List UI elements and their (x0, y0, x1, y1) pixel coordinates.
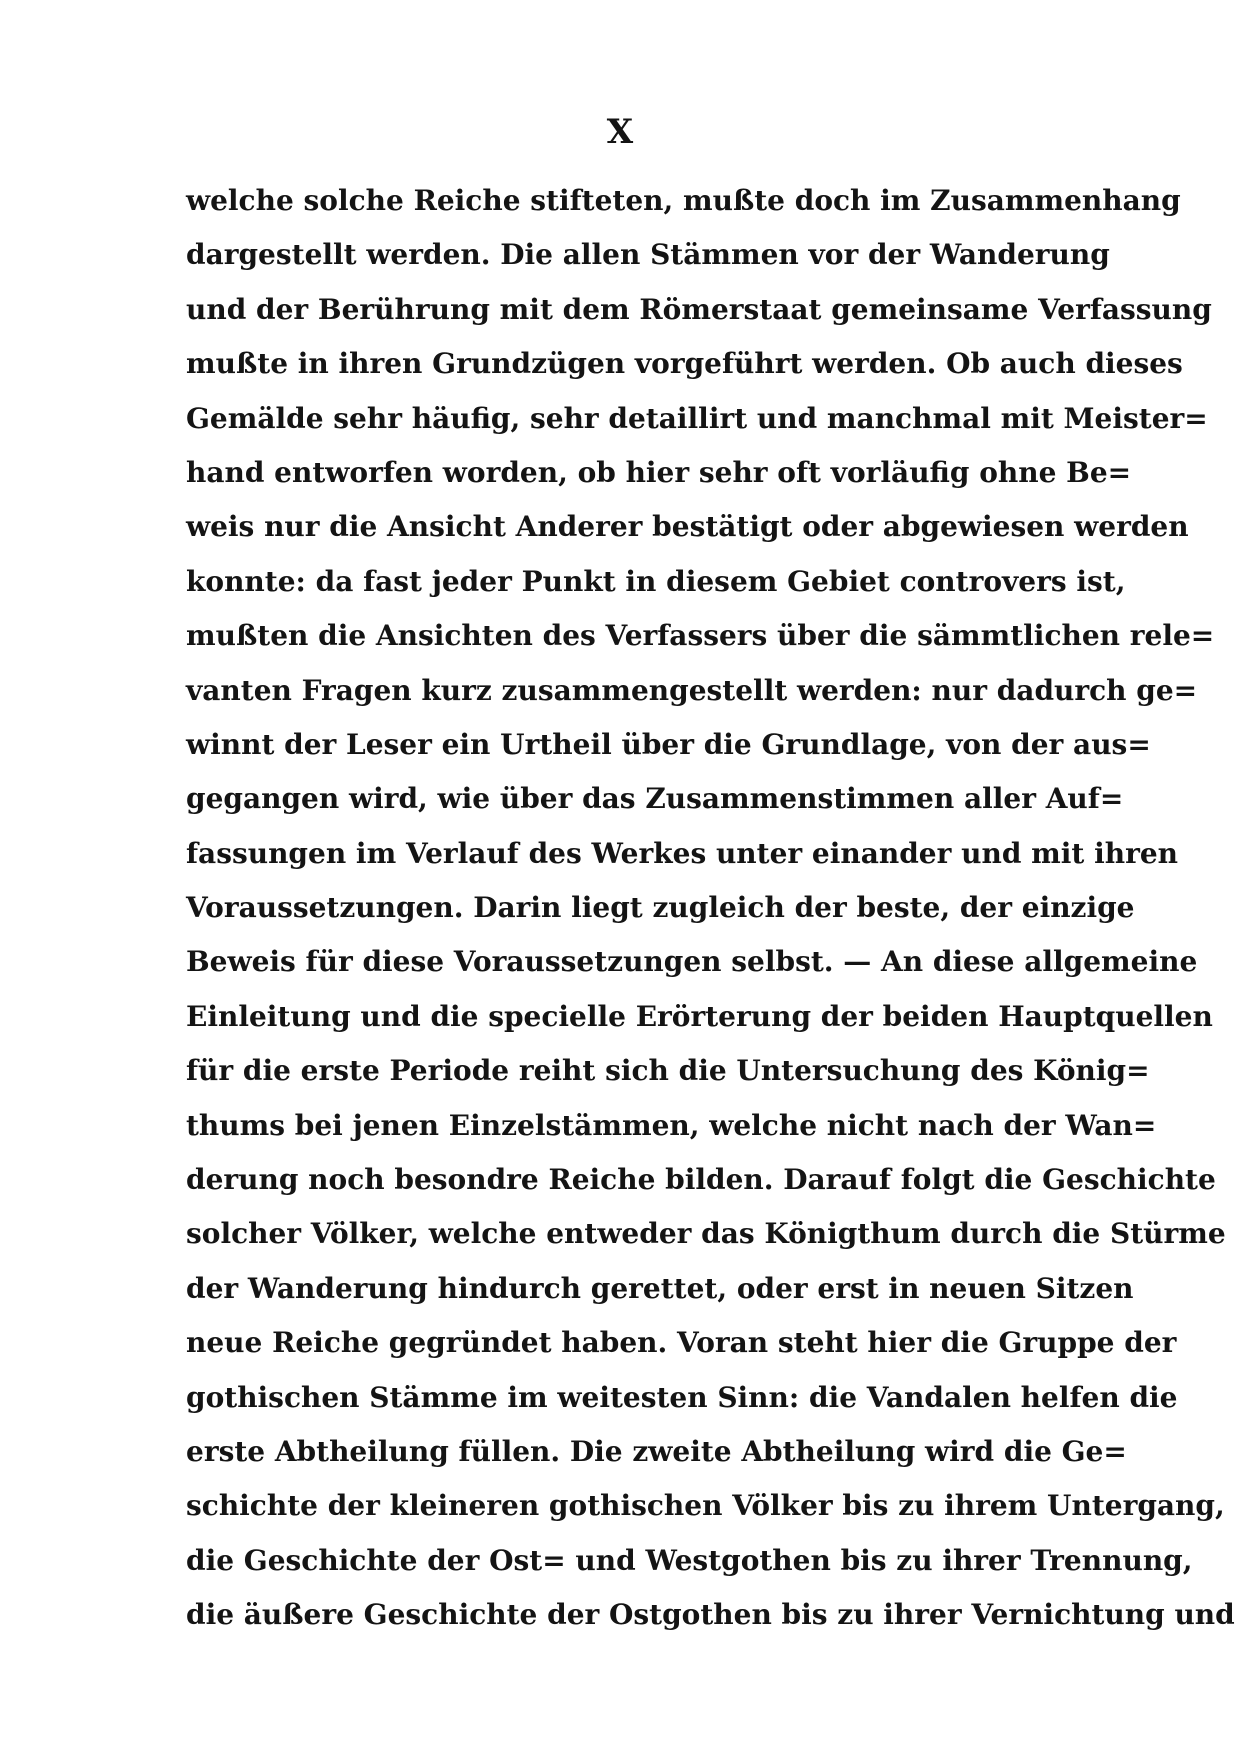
text-line: Gemälde sehr häufig, sehr detaillirt und manchmal mit Meister= (186, 401, 1208, 435)
text-line: gothischen Stämme im weitesten Sinn: die Vandalen helfen die (186, 1380, 1178, 1414)
text-line: konnte: da fast jeder Punkt in diesem Gebiet controvers ist, (186, 564, 1126, 598)
text-line: neue Reiche gegründet haben. Voran steht hier die Gruppe der (186, 1326, 1177, 1360)
text-line: welche solche Reiche stifteten, mußte doch im Zusammenhang (186, 184, 1181, 217)
text-line: vanten Fragen kurz zusammengestellt werden: nur dadurch ge= (186, 673, 1198, 707)
text-line: hand entworfen worden, ob hier sehr oft vorläufig ohne Be= (186, 455, 1132, 489)
text-line: mußte in ihren Grundzügen vorgeführt werden. Ob auch dieses (186, 347, 1183, 381)
text-line: die Geschichte der Ost= und Westgothen bis zu ihrer Trennung, (186, 1543, 1193, 1577)
page-number: X (606, 112, 635, 152)
text-line: gegangen wird, wie über das Zusammenstimmen aller Auf= (186, 782, 1124, 816)
text-line: der Wanderung hindurch gerettet, oder erst in neuen Sitzen (186, 1271, 1134, 1305)
text-line: winnt der Leser ein Urtheil über die Grundlage, von der aus= (186, 727, 1151, 761)
text-line: fassungen im Verlauf des Werkes unter einander und mit ihren (186, 836, 1179, 870)
text-line: Beweis für diese Voraussetzungen selbst. — An diese allgemeine (186, 945, 1198, 979)
text-line: für die erste Periode reiht sich die Untersuchung des König= (186, 1054, 1150, 1088)
text-line: die äußere Geschichte der Ostgothen bis zu ihrer Vernichtung und (186, 1598, 1235, 1632)
body-text (186, 174, 1235, 1643)
text-line: Voraussetzungen. Darin liegt zugleich der beste, der einzige (186, 891, 1135, 925)
text-line: Einleitung und die specielle Erörterung der beiden Hauptquellen (186, 999, 1213, 1033)
text-line: dargestellt werden. Die allen Stämmen vor der Wanderung (186, 238, 1110, 272)
text-line: und der Berührung mit dem Römerstaat gemeinsame Verfassung (186, 292, 1212, 326)
text-line: solcher Völker, welche entweder das Königthum durch die Stürme (186, 1217, 1226, 1251)
text-line: erste Abtheilung füllen. Die zweite Abtheilung wird die Ge= (186, 1434, 1127, 1468)
text-line: schichte der kleineren gothischen Völker bis zu ihrem Untergang, (186, 1489, 1225, 1523)
text-line: weis nur die Ansicht Anderer bestätigt oder abgewiesen werden (186, 510, 1189, 544)
text-line: derung noch besondre Reiche bilden. Darauf folgt die Geschichte (186, 1163, 1216, 1197)
text-line: thums bei jenen Einzelstämmen, welche nicht nach der Wan= (186, 1108, 1157, 1142)
text-line: mußten die Ansichten des Verfassers über die sämmtlichen rele= (186, 619, 1215, 653)
